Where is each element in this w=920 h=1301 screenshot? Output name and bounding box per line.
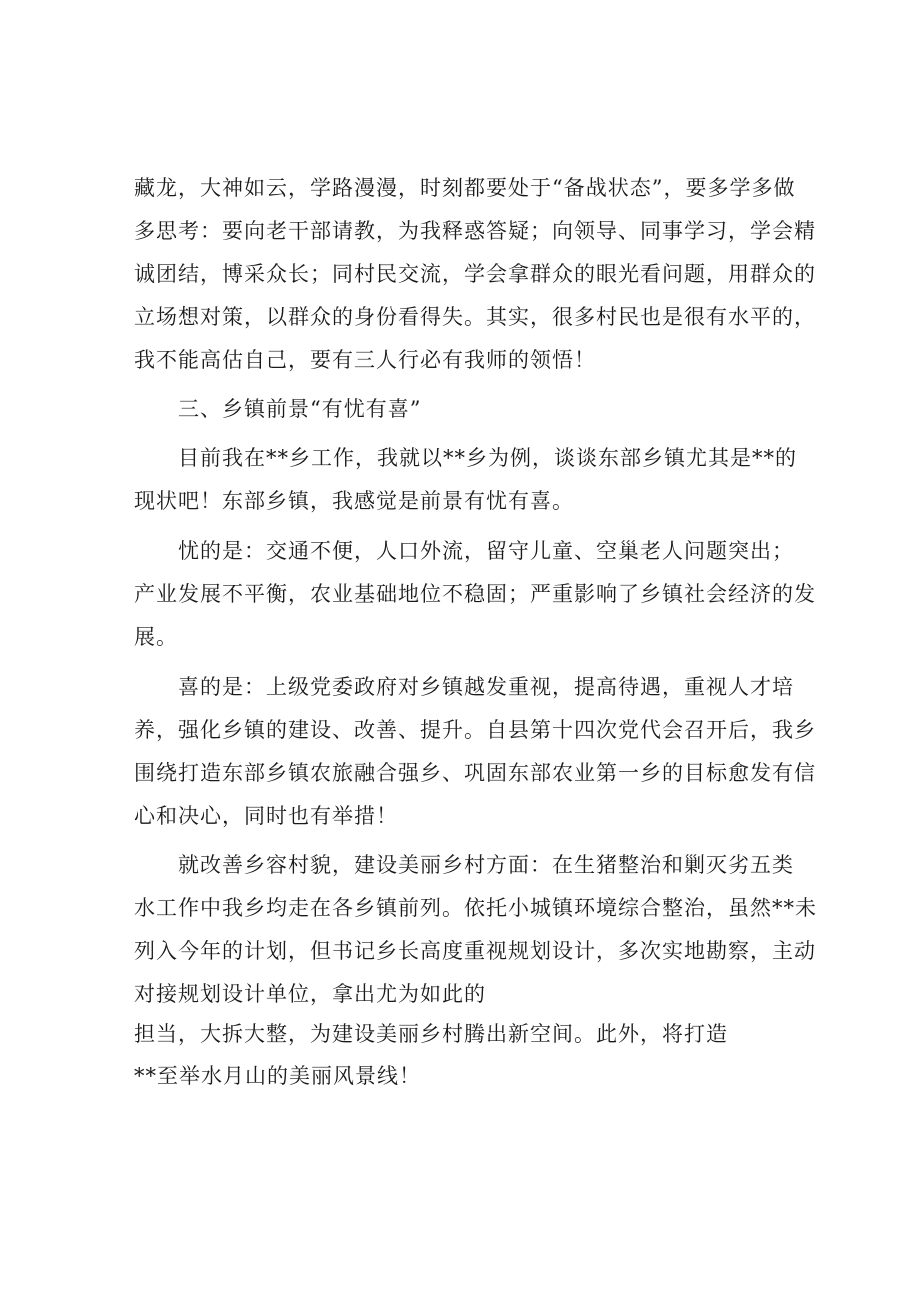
text-line: 产业发展不平衡，农业基础地位不稳固；严重影响了乡镇社会经济的发 [134,582,816,606]
text-line: 藏龙，大神如云，学路漫漫，时刻都要处于“备战状态”，要多学多做 [134,176,796,200]
text-line: 现状吧！东部乡镇，我感觉是前景有忧有喜。 [134,489,574,513]
text-line: 展。 [134,625,178,649]
text-line: 对接规划设计单位，拿出尤为如此的 [134,982,486,1006]
text-line: 就改善乡容村貌，建设美丽乡村方面：在生猪整治和剿灭劣五类 [178,853,794,877]
text-line: 养，强化乡镇的建设、改善、提升。自县第十四次党代会召开后，我乡 [134,718,816,742]
text-line: 多思考：要向老干部请教，为我释惑答疑；向领导、同事学习，学会精 [134,219,816,243]
text-line: 围绕打造东部乡镇农旅融合强乡、巩固东部农业第一乡的目标愈发有信 [134,761,816,785]
text-line: 目前我在**乡工作，我就以**乡为例，谈谈东部乡镇尤其是**的 [178,446,797,470]
text-line: 忧的是：交通不便，人口外流，留守儿童、空巢老人问题突出； [178,539,794,563]
text-line: **至举水月山的美丽风景线！ [134,1064,421,1088]
text-line: 水工作中我乡均走在各乡镇前列。依托小城镇环境综合整治，虽然**未 [134,896,817,920]
text-line: 我不能高估自己，要有三人行必有我师的领悟！ [134,348,596,372]
text-line: 列入今年的计划，但书记乡长高度重视规划设计，多次实地勘察，主动 [134,939,816,963]
text-line: 担当，大拆大整，为建设美丽乡村腾出新空间。此外，将打造 [134,1022,728,1046]
text-line: 立场想对策，以群众的身份看得失。其实，很多村民也是很有水平的， [134,305,816,329]
section-heading: 三、乡镇前景“有忧有喜” [178,397,422,421]
text-line: 诚团结，博采众长；同村民交流，学会拿群众的眼光看问题，用群众的 [134,262,816,286]
text-line: 心和决心，同时也有举措！ [134,804,398,828]
text-line: 喜的是：上级党委政府对乡镇越发重视，提高待遇，重视人才培 [178,675,794,699]
